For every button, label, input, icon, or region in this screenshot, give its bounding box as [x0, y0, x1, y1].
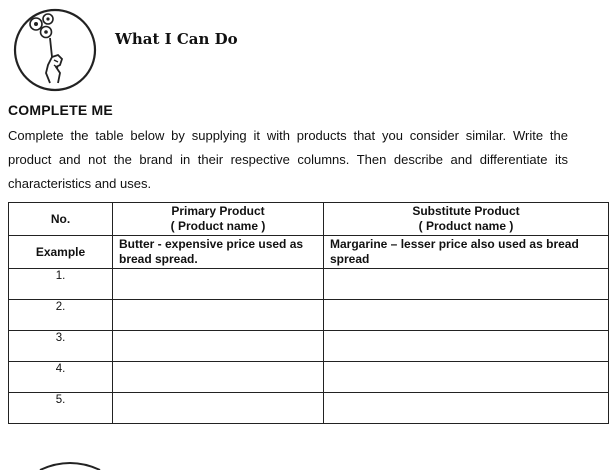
- row-number: 5.: [9, 393, 113, 424]
- example-label: Example: [9, 236, 113, 269]
- substitute-answer-cell[interactable]: [324, 300, 609, 331]
- column-header-no: No.: [9, 203, 113, 236]
- row-number: 2.: [9, 300, 113, 331]
- primary-answer-cell[interactable]: [113, 331, 324, 362]
- hand-gears-icon: [10, 5, 100, 95]
- primary-answer-cell[interactable]: [113, 269, 324, 300]
- activity-title: COMPLETE ME: [8, 102, 113, 118]
- substitute-header-sublabel: ( Product name ): [418, 219, 514, 233]
- primary-header-label: Primary Product: [171, 204, 265, 218]
- primary-answer-cell[interactable]: [113, 300, 324, 331]
- primary-answer-cell[interactable]: [113, 393, 324, 424]
- substitute-answer-cell[interactable]: [324, 393, 609, 424]
- row-number: 4.: [9, 362, 113, 393]
- column-header-substitute: [324, 203, 609, 236]
- answer-table: [8, 202, 609, 424]
- example-row: [9, 236, 609, 269]
- row-number: 3.: [9, 331, 113, 362]
- substitute-answer-cell[interactable]: [324, 362, 609, 393]
- table-header-row: [9, 203, 609, 236]
- substitute-header-label: Substitute Product: [412, 204, 520, 218]
- primary-answer-cell[interactable]: [113, 362, 324, 393]
- table-row: [9, 362, 609, 393]
- table-row: [9, 393, 609, 424]
- primary-header-sublabel: ( Product name ): [170, 219, 266, 233]
- substitute-answer-cell[interactable]: [324, 331, 609, 362]
- example-primary-cell: Butter - expensive price used as bread spread.: [113, 236, 324, 269]
- table-row: [9, 300, 609, 331]
- example-substitute-cell: Margarine – lesser price also used as bread spread: [324, 236, 609, 269]
- table-row: [9, 331, 609, 362]
- activity-instructions: Complete the table below by supplying it with products that you consider similar. Write the product and not the brand in their respective columns. Then describe and differentiate its characteristics and uses.: [8, 128, 568, 191]
- row-number: 1.: [9, 269, 113, 300]
- section-heading: What I Can Do: [115, 30, 238, 48]
- column-header-primary: [113, 203, 324, 236]
- next-section-circle-fragment: [35, 458, 105, 470]
- substitute-answer-cell[interactable]: [324, 269, 609, 300]
- table-row: [9, 269, 609, 300]
